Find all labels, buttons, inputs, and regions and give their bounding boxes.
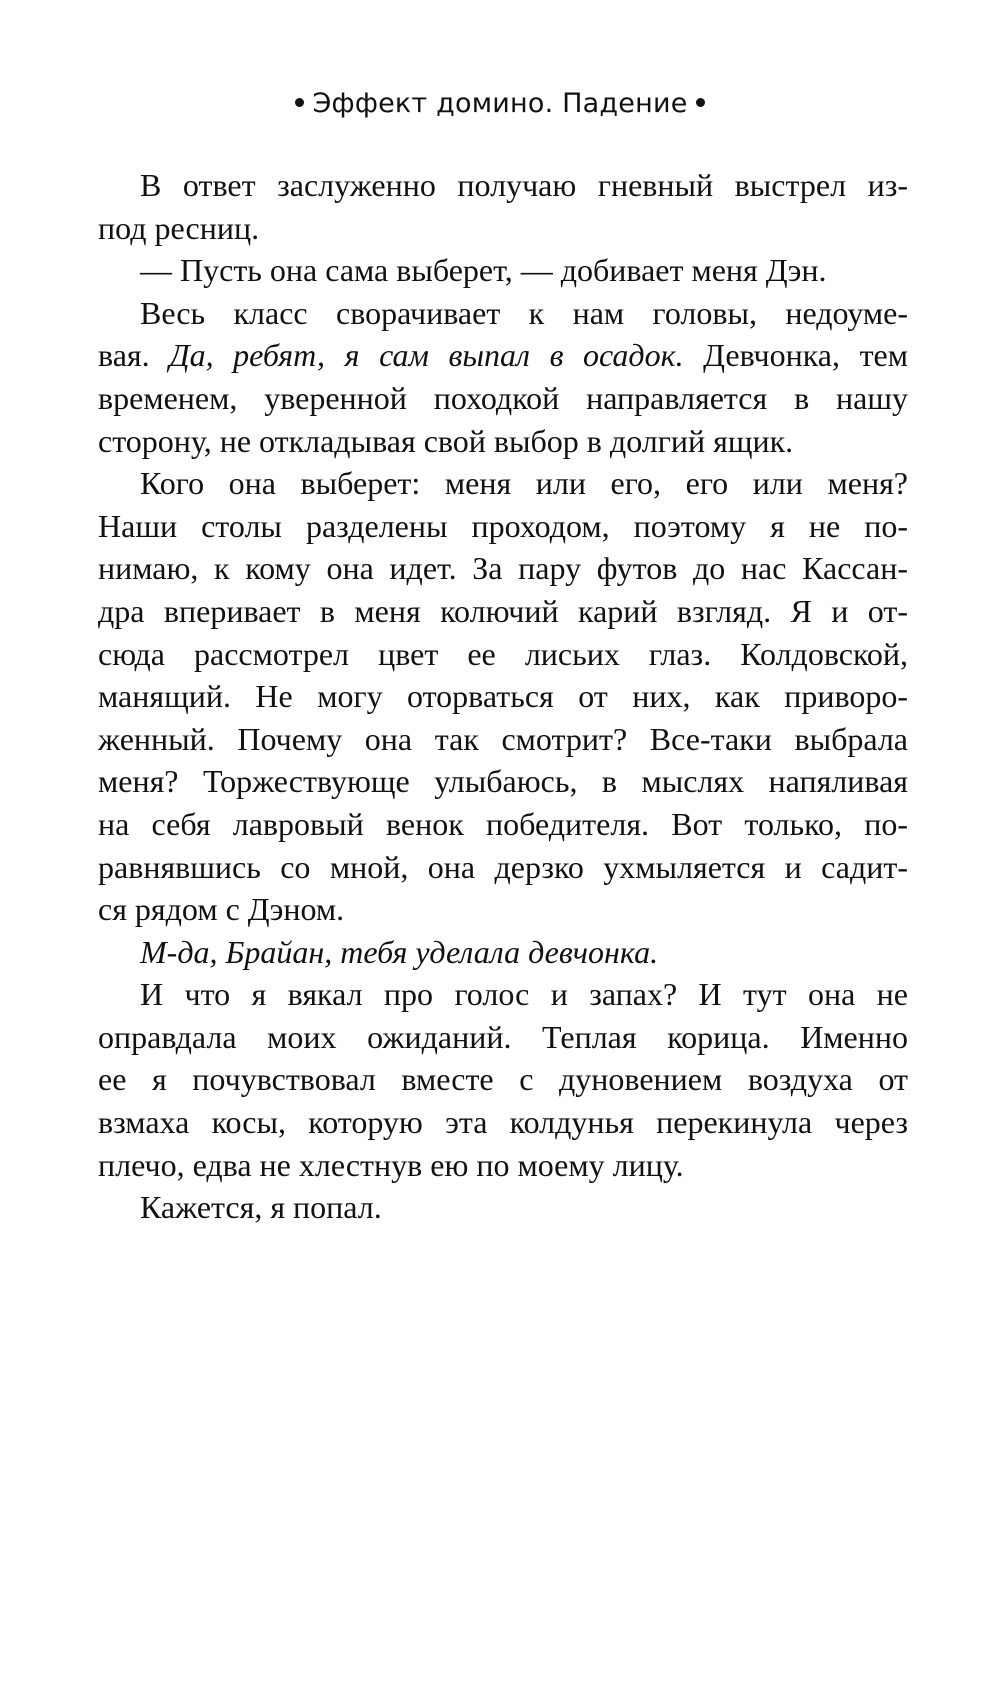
running-header bbox=[0, 88, 1000, 119]
text-line bbox=[98, 931, 908, 974]
text-line: плечо, едва не хлестнув ею по моему лицу. bbox=[98, 1146, 684, 1183]
text-line: дра вперивает в меня колючий карий взгляд. Я и от- bbox=[98, 592, 908, 629]
running-header-title: Эффект домино. Падение bbox=[312, 88, 688, 119]
text-line: равнявшись со мной, она дерзко ухмыляется и садит- bbox=[98, 848, 908, 885]
text-line: под ресниц. bbox=[98, 209, 260, 246]
text-line: оправдала моих ожиданий. Теплая корица. Именно bbox=[98, 1018, 908, 1055]
bullet-left-icon bbox=[295, 98, 304, 107]
text-line: Кажется, я попал. bbox=[140, 1189, 382, 1226]
text-line: сторону, не откладывая свой выбор в долгий ящик. bbox=[98, 422, 794, 459]
text-line: Кого она выберет: меня или его, его или меня? bbox=[140, 465, 908, 502]
text-line: меня? Торжествующе улыбаюсь, в мыслях напяливая bbox=[98, 763, 908, 800]
text-line: манящий. Не могу оторваться от них, как приворо- bbox=[98, 678, 908, 715]
text-line: женный. Почему она так смотрит? Все-таки выбрала bbox=[98, 720, 908, 757]
italic-thought: Да, ребят, я сам выпал в осадок. bbox=[169, 337, 684, 374]
text-segment: вая. bbox=[98, 337, 170, 374]
text-line: нимаю, к кому она идет. За пару футов до нас Кассан- bbox=[98, 550, 908, 587]
text-line: Наши столы разделены проходом, поэтому я не по- bbox=[98, 507, 908, 544]
body-text bbox=[98, 164, 908, 1229]
bullet-right-icon bbox=[696, 98, 705, 107]
text-line bbox=[98, 334, 908, 377]
text-line: — Пусть она сама выберет, — добивает меня Дэн. bbox=[140, 252, 827, 289]
text-line: ее я почувствовал вместе с дуновением воздуха от bbox=[98, 1061, 908, 1098]
text-line: сюда рассмотрел цвет ее лисьих глаз. Колдовской, bbox=[98, 635, 908, 672]
text-segment: Девчонка, тем bbox=[683, 337, 909, 374]
text-line: В ответ заслуженно получаю гневный выстрел из- bbox=[140, 167, 908, 203]
text-line: Весь класс сворачивает к нам головы, недоуме- bbox=[140, 294, 908, 331]
text-line: ся рядом с Дэном. bbox=[98, 891, 345, 928]
italic-thought: М-да, Брайан, тебя уделала девчонка. bbox=[140, 933, 659, 970]
text-line: взмаха косы, которую эта колдунья перекинула через bbox=[98, 1104, 908, 1141]
text-line: И что я вякал про голос и запах? И тут она не bbox=[140, 976, 908, 1013]
text-line: временем, уверенной походкой направляется в нашу bbox=[98, 379, 908, 416]
text-line: на себя лавровый венок победителя. Вот только, по- bbox=[98, 805, 908, 842]
